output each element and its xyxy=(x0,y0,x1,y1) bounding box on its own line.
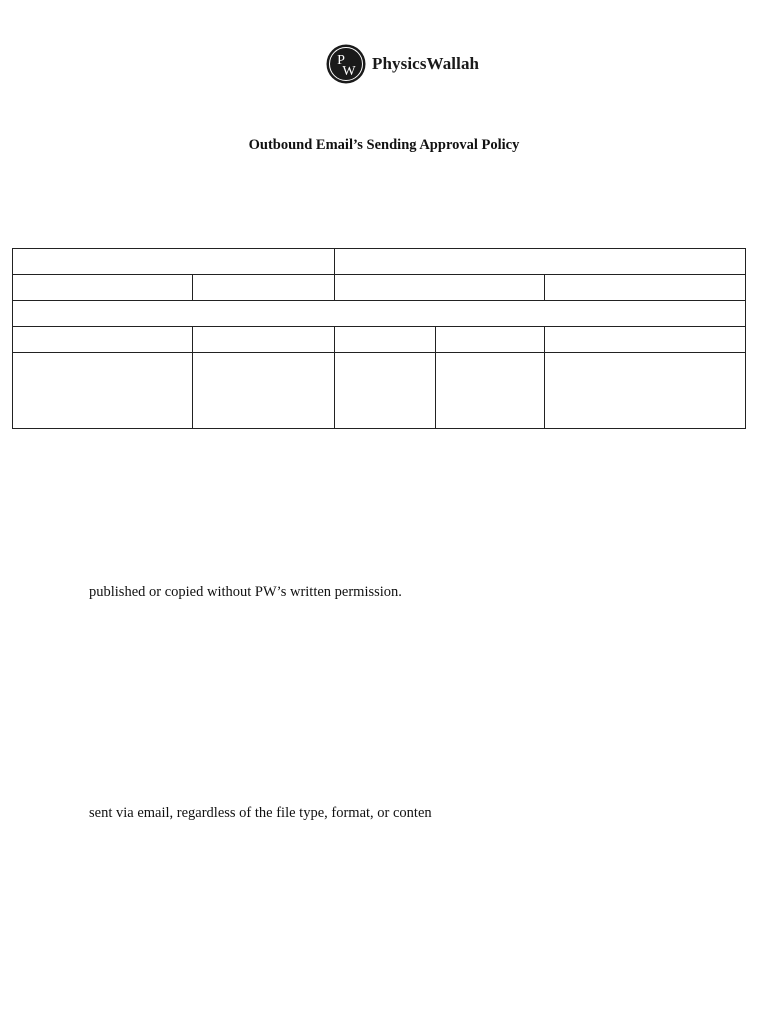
table-row xyxy=(13,249,746,275)
document-title: Outbound Email’s Sending Approval Policy xyxy=(248,137,520,153)
table-cell xyxy=(545,327,746,353)
svg-text:W: W xyxy=(342,64,356,79)
table-cell xyxy=(545,275,746,301)
pw-monogram-icon xyxy=(326,44,366,84)
table-cell xyxy=(545,353,746,429)
table-cell xyxy=(335,249,746,275)
table-cell xyxy=(13,353,193,429)
table-row xyxy=(13,301,746,327)
table-cell xyxy=(335,275,545,301)
table-cell xyxy=(335,327,436,353)
table-cell xyxy=(13,275,193,301)
approval-table xyxy=(12,248,746,429)
table-cell xyxy=(13,301,746,327)
table-cell xyxy=(13,327,193,353)
table-cell xyxy=(335,353,436,429)
body-paragraph: published or copied without PW’s written permission. xyxy=(89,584,402,600)
table-cell xyxy=(193,275,335,301)
table-cell xyxy=(436,327,545,353)
brand-logo xyxy=(326,44,479,84)
table-cell xyxy=(193,327,335,353)
table-cell xyxy=(13,249,335,275)
body-paragraph: sent via email, regardless of the file type, format, or conten xyxy=(89,805,432,821)
table-cell xyxy=(436,353,545,429)
table-row xyxy=(13,353,746,429)
table-cell xyxy=(193,353,335,429)
svg-text:P: P xyxy=(337,53,345,68)
table-row xyxy=(13,327,746,353)
table-row xyxy=(13,275,746,301)
brand-name: PhysicsWallah xyxy=(372,54,480,73)
